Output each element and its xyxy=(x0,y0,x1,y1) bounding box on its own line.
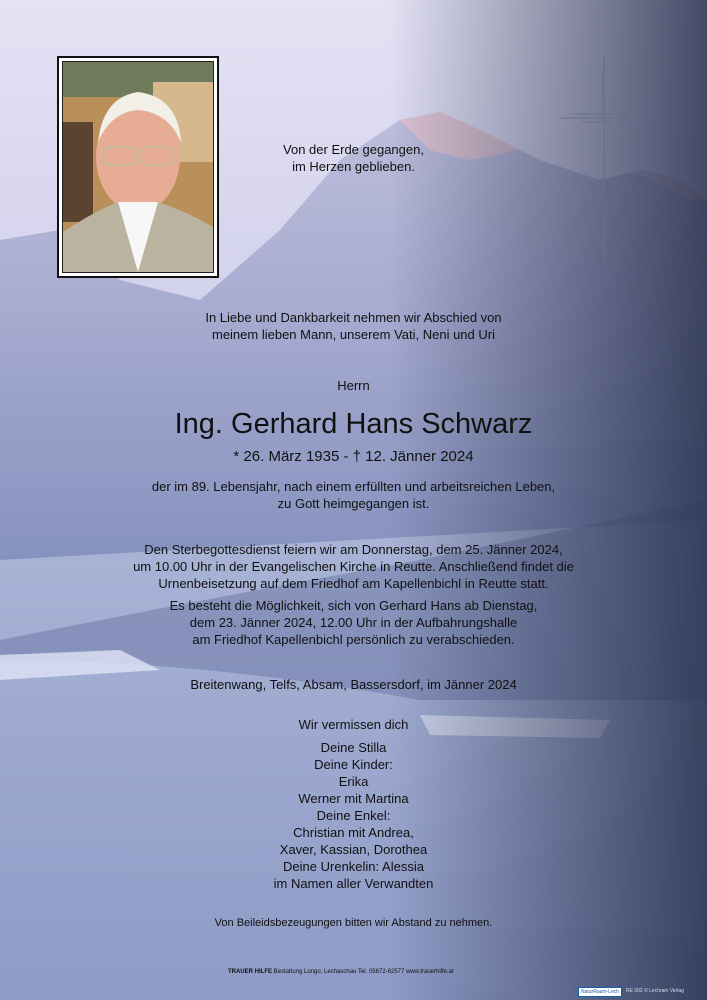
service-line: um 10.00 Uhr in der Evangelischen Kirche in Reutte. Anschließend findet die xyxy=(133,559,574,574)
death-text xyxy=(0,478,707,512)
farewell-line: dem 23. Jänner 2024, 12.00 Uhr in der Aufbahrungshalle xyxy=(189,615,518,630)
motto xyxy=(0,141,707,175)
death-text-line: der im 89. Lebensjahr, nach einem erfüllten und arbeitsreichen Leben, xyxy=(151,479,556,494)
farewell-info xyxy=(0,597,707,648)
motto-line: im Herzen geblieben. xyxy=(292,159,415,174)
place-date: Breitenwang, Telfs, Absam, Bassersdorf, im Jänner 2024 xyxy=(190,677,517,692)
service-line: Den Sterbegottesdienst feiern wir am Donnerstag, dem 25. Jänner 2024, xyxy=(144,542,563,557)
footer-contact: Bestattung Longo, Lechaschau Tel. 05672-62577 www.trauerhilfe.at xyxy=(273,969,454,975)
mourner: Deine Kinder: xyxy=(314,757,393,772)
mourner: im Namen aller Verwandten xyxy=(273,876,434,891)
intro xyxy=(0,309,707,343)
salutation: Herrn xyxy=(337,378,370,393)
life-dates: * 26. März 1935 - † 12. Jänner 2024 xyxy=(233,448,474,465)
mourner: Deine Urenkelin: Alessia xyxy=(283,859,424,874)
naturraum-badge: NaturRaum-Lech xyxy=(578,987,622,997)
mourner: Erika xyxy=(338,774,369,789)
footer-brand: TRAUER HILFE xyxy=(228,969,272,975)
intro-line: meinem lieben Mann, unserem Vati, Neni und Uri xyxy=(211,327,495,342)
farewell-line: am Friedhof Kapellenbichl persönlich zu verabschieden. xyxy=(192,632,515,647)
condolence-note: Von Beileidsbezeugungen bitten wir Abstand zu nehmen. xyxy=(214,917,493,929)
death-text-line: zu Gott heimgegangen ist. xyxy=(277,496,430,511)
miss-you: Wir vermissen dich xyxy=(298,717,409,732)
deceased-name: Ing. Gerhard Hans Schwarz xyxy=(174,408,533,440)
intro-line: In Liebe und Dankbarkeit nehmen wir Abschied von xyxy=(205,310,502,325)
mourners-list xyxy=(0,739,707,892)
service-info xyxy=(0,541,707,592)
service-line: Urnenbeisetzung auf dem Friedhof am Kapellenbichl in Reutte statt. xyxy=(158,576,549,591)
funeral-home-footer xyxy=(228,969,454,975)
mourner: Deine Stilla xyxy=(320,740,387,755)
publisher-reference: RE 002 © Lechrain Verlag xyxy=(626,988,684,994)
mourner: Christian mit Andrea, xyxy=(293,825,414,840)
mourner: Xaver, Kassian, Dorothea xyxy=(279,842,428,857)
farewell-line: Es besteht die Möglichkeit, sich von Gerhard Hans ab Dienstag, xyxy=(169,598,538,613)
mourner: Deine Enkel: xyxy=(316,808,391,823)
motto-line: Von der Erde gegangen, xyxy=(283,142,424,157)
mourner: Werner mit Martina xyxy=(298,791,409,806)
